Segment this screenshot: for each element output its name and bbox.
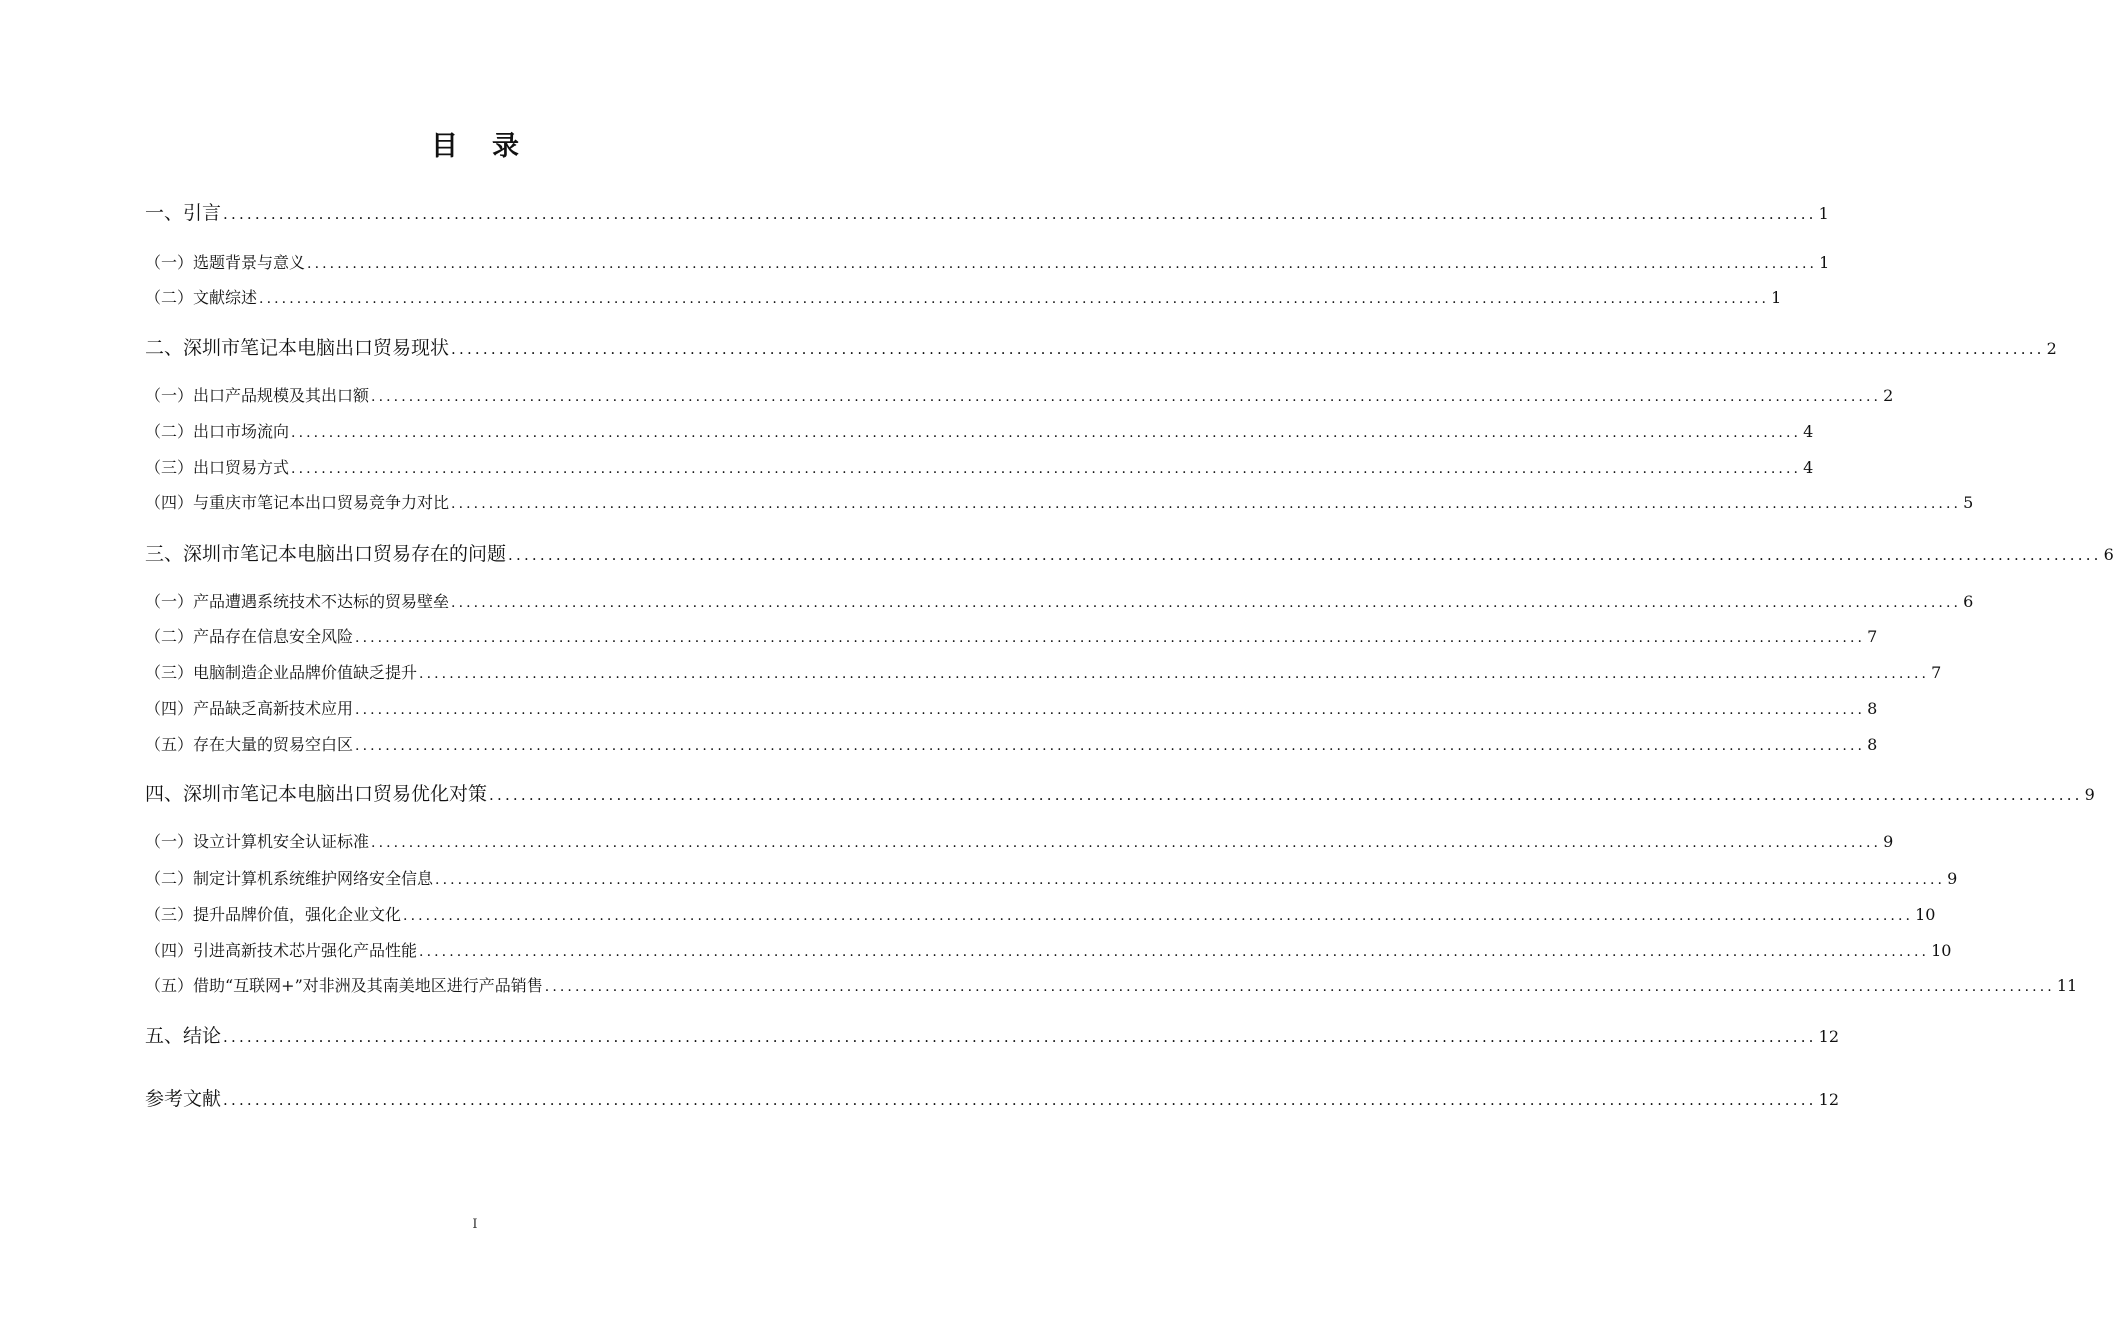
toc-entry-page: 10 xyxy=(1931,941,1952,960)
toc-entry-label: （二）产品存在信息安全风险 xyxy=(145,627,354,646)
toc-leader-dots: ........................................................................................................................................................................................................ xyxy=(355,630,1866,646)
toc-leader-dots: ........................................................................................................................................................................................................ xyxy=(419,666,1930,682)
toc-leader-dots: ........................................................................................................................................................................................................ xyxy=(371,389,1882,405)
toc-entry-page: 5 xyxy=(1963,493,1974,512)
toc-entry[interactable] xyxy=(145,624,1878,647)
toc-entry-page: 1 xyxy=(1819,253,1830,272)
toc-entry[interactable] xyxy=(145,902,1936,925)
toc-leader-dots: ........................................................................................................................................................................................................ xyxy=(291,461,1802,477)
toc-entry-label: （四）与重庆市笔记本出口贸易竞争力对比 xyxy=(145,493,450,512)
toc-entry-label: （一）选题背景与意义 xyxy=(145,253,306,272)
toc-entry-label: 五、结论 xyxy=(145,1025,222,1047)
toc-entry-page: 8 xyxy=(1867,735,1878,754)
toc-leader-dots: ........................................................................................................................................................................................................ xyxy=(355,738,1866,754)
toc-entry-page: 4 xyxy=(1803,422,1814,441)
toc-leader-dots: ........................................................................................................................................................................................................ xyxy=(223,1091,1817,1109)
toc-leader-dots: ........................................................................................................................................................................................................ xyxy=(371,835,1882,851)
toc-leader-dots: ........................................................................................................................................................................................................ xyxy=(355,702,1866,718)
toc-leader-dots: ........................................................................................................................................................................................................ xyxy=(435,872,1946,888)
toc-leader-dots: ........................................................................................................................................................................................................ xyxy=(259,291,1770,307)
toc-leader-dots: ........................................................................................................................................................................................................ xyxy=(544,979,2055,995)
toc-entry-page: 1 xyxy=(1818,204,1829,223)
toc-leader-dots: ........................................................................................................................................................................................................ xyxy=(419,944,1930,960)
toc-entry[interactable] xyxy=(145,285,1782,308)
toc-title-char-1: 目 xyxy=(431,131,458,162)
toc-entry[interactable] xyxy=(145,696,1878,719)
toc-entry[interactable] xyxy=(145,973,2078,996)
toc-entry-page: 8 xyxy=(1867,699,1878,718)
toc-entry-page: 10 xyxy=(1915,905,1936,924)
toc-entry-label: 一、引言 xyxy=(145,202,222,224)
toc-entry-label: （四）产品缺乏高新技术应用 xyxy=(145,699,354,718)
toc-entry-page: 9 xyxy=(1883,832,1894,851)
toc-leader-dots: ........................................................................................................................................................................................................ xyxy=(307,256,1818,272)
toc-leader-dots: ........................................................................................................................................................................................................ xyxy=(291,425,1802,441)
toc-entry-page: 1 xyxy=(1771,288,1782,307)
toc-entry-label: （一）产品遭遇系统技术不达标的贸易壁垒 xyxy=(145,592,450,611)
toc-entry[interactable] xyxy=(145,198,1829,225)
toc-leader-dots: ........................................................................................................................................................................................................ xyxy=(403,908,1914,924)
toc-entry-page: 4 xyxy=(1803,458,1814,477)
toc-entry[interactable] xyxy=(145,660,1942,683)
toc-entry[interactable] xyxy=(145,333,2057,360)
toc-leader-dots: ........................................................................................................................................................................................................ xyxy=(451,496,1962,512)
toc-entry[interactable] xyxy=(145,866,1958,889)
toc-entry-page: 2 xyxy=(1883,386,1894,405)
toc-entry[interactable] xyxy=(145,383,1894,406)
toc-leader-dots: ........................................................................................................................................................................................................ xyxy=(223,205,1817,223)
toc-entry[interactable] xyxy=(145,250,1830,273)
toc-entry-label: （五）存在大量的贸易空白区 xyxy=(145,735,354,754)
toc-entry-label: （一）设立计算机安全认证标准 xyxy=(145,832,370,851)
toc-entry-label: （五）借助“互联网+”对非洲及其南美地区进行产品销售 xyxy=(145,976,543,995)
toc-leader-dots: ........................................................................................................................................................................................................ xyxy=(451,595,1962,611)
toc-leader-dots: ........................................................................................................................................................................................................ xyxy=(508,546,2102,564)
toc-entry[interactable] xyxy=(145,732,1878,755)
page-folio: I xyxy=(472,1217,478,1232)
toc-entry-page: 9 xyxy=(2084,785,2095,804)
toc-leader-dots: ........................................................................................................................................................................................................ xyxy=(489,786,2083,804)
toc-entry-label: （三）出口贸易方式 xyxy=(145,458,290,477)
toc-entry-label: （一）出口产品规模及其出口额 xyxy=(145,386,370,405)
toc-entry-label: （三）电脑制造企业品牌价值缺乏提升 xyxy=(145,663,418,682)
toc-title xyxy=(0,124,950,163)
toc-entry-label: 三、深圳市笔记本电脑出口贸易存在的问题 xyxy=(145,543,507,565)
toc-entry[interactable] xyxy=(145,455,1814,478)
toc-entry-page: 9 xyxy=(1947,869,1958,888)
toc-entry-page: 6 xyxy=(2103,545,2114,564)
toc-entry-label: （三）提升品牌价值，强化企业文化 xyxy=(145,905,402,924)
toc-entry-label: 参考文献 xyxy=(145,1088,222,1110)
toc-entry-page: 7 xyxy=(1931,663,1942,682)
toc-entry-label: （二）文献综述 xyxy=(145,288,258,307)
toc-entry-page: 7 xyxy=(1867,627,1878,646)
toc-entry[interactable] xyxy=(145,779,2095,806)
toc-entry[interactable] xyxy=(145,1084,1839,1111)
toc-entry-page: 6 xyxy=(1963,592,1974,611)
toc-entry-label: （二）制定计算机系统维护网络安全信息 xyxy=(145,869,434,888)
toc-entry-label: 二、深圳市笔记本电脑出口贸易现状 xyxy=(145,337,450,359)
toc-entry-label: （二）出口市场流向 xyxy=(145,422,290,441)
toc-entry[interactable] xyxy=(145,490,1974,513)
toc-entry-page: 12 xyxy=(1818,1090,1839,1109)
toc-leader-dots: ........................................................................................................................................................................................................ xyxy=(223,1028,1817,1046)
toc-entry-label: （四）引进高新技术芯片强化产品性能 xyxy=(145,941,418,960)
toc-entry[interactable] xyxy=(145,589,1974,612)
toc-entry[interactable] xyxy=(145,829,1894,852)
toc-entry-label: 四、深圳市笔记本电脑出口贸易优化对策 xyxy=(145,783,488,805)
toc-entry[interactable] xyxy=(145,539,2114,566)
toc-title-char-2: 录 xyxy=(492,131,519,162)
toc-entry[interactable] xyxy=(145,1021,1839,1048)
toc-entry[interactable] xyxy=(145,938,1952,961)
toc-entry-page: 11 xyxy=(2056,976,2078,995)
toc-entry-page: 2 xyxy=(2046,339,2057,358)
toc-entry[interactable] xyxy=(145,419,1814,442)
toc-leader-dots: ........................................................................................................................................................................................................ xyxy=(451,340,2045,358)
toc-entry-page: 12 xyxy=(1818,1027,1839,1046)
